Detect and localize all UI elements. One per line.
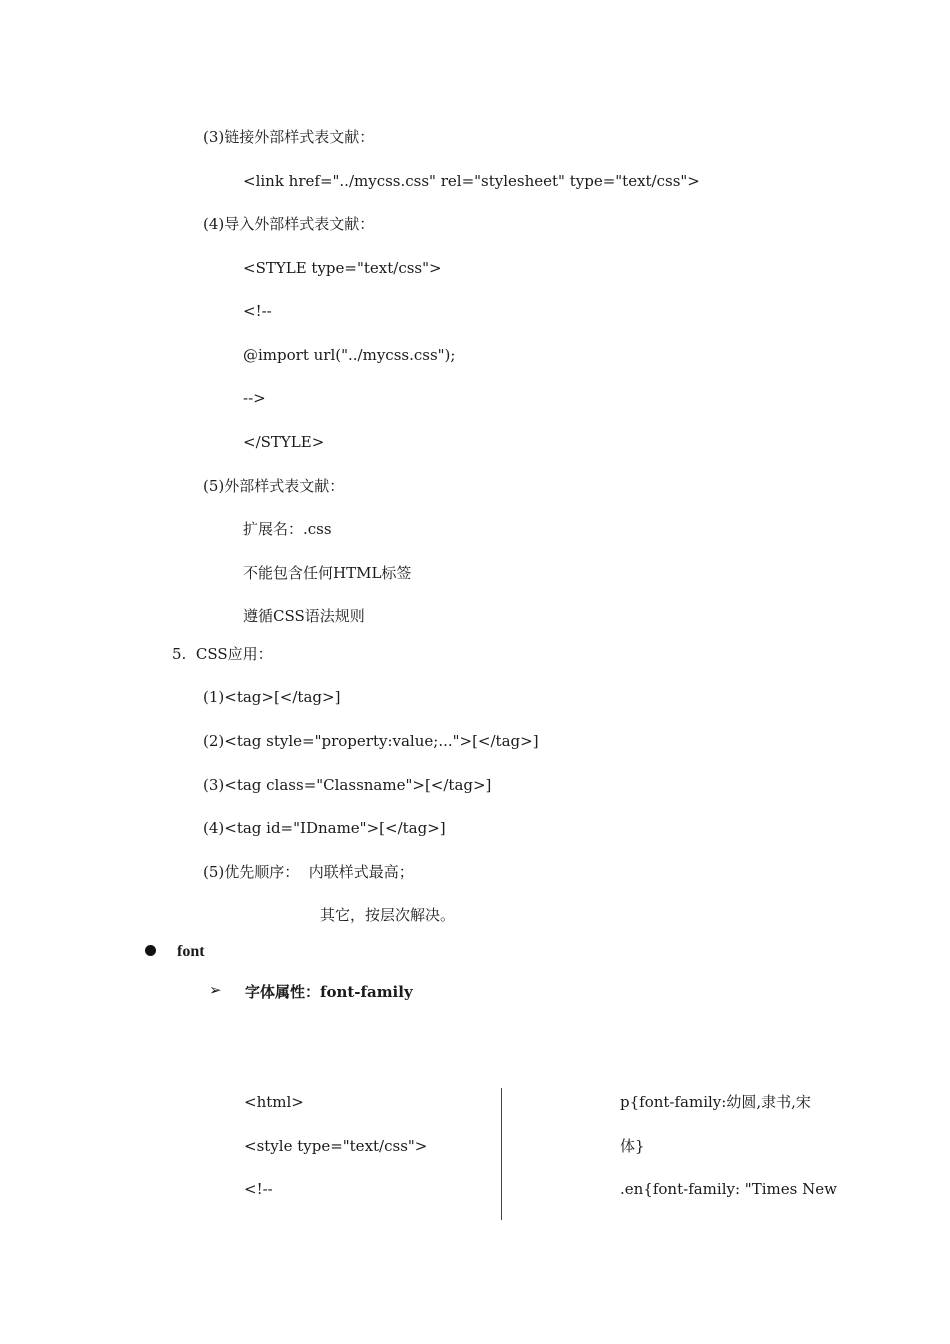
bullet-dot-icon — [145, 945, 156, 956]
code-comment-open: <!-- — [243, 302, 272, 320]
table-left-line: <!-- — [244, 1180, 273, 1198]
code-comment-close: --> — [243, 389, 266, 407]
code-usage-1: (1)<tag>[</tag>] — [203, 688, 341, 706]
code-style-open: <STYLE type="text/css"> — [243, 259, 442, 277]
table-left-line: <style type="text/css"> — [244, 1137, 428, 1155]
code-style-close: </STYLE> — [243, 433, 325, 451]
text-priority-other: 其它，按层次解决。 — [320, 906, 456, 924]
text-extension: 扩展名：.css — [243, 520, 332, 538]
code-import-url: @import url("../mycss.css"); — [243, 346, 456, 364]
code-link-tag: <link href="../mycss.css" rel="stylesheet" type="text/css"> — [243, 172, 700, 190]
table-right-line: .en{font-family: "Times New — [620, 1180, 837, 1198]
text-no-html: 不能包含任何HTML标签 — [243, 564, 412, 582]
arrow-bullet-icon: ➢ — [209, 981, 222, 999]
sub-bullet-font-family: 字体属性：font-family — [245, 983, 413, 1001]
table-right-line: p{font-family:幼圆,隶书,宋 — [620, 1093, 811, 1111]
text-css-syntax: 遵循CSS语法规则 — [243, 607, 365, 625]
heading-external-file: (5)外部样式表文献： — [203, 477, 345, 495]
code-usage-4: (4)<tag id="IDname">[</tag>] — [203, 819, 446, 837]
code-usage-2: (2)<tag style="property:value;...">[</tag>] — [203, 732, 539, 750]
heading-link-external: (3)链接外部样式表文献： — [203, 128, 375, 146]
table-right-line: 体} — [620, 1137, 645, 1155]
code-usage-3: (3)<tag class="Classname">[</tag>] — [203, 776, 492, 794]
heading-import-external: (4)导入外部样式表文献： — [203, 215, 375, 233]
bullet-font-label: font — [177, 943, 205, 960]
text-priority: (5)优先顺序： 内联样式最高； — [203, 863, 414, 881]
table-column-divider — [501, 1088, 502, 1220]
heading-css-usage: 5. CSS应用： — [172, 645, 273, 663]
table-left-line: <html> — [244, 1093, 304, 1111]
